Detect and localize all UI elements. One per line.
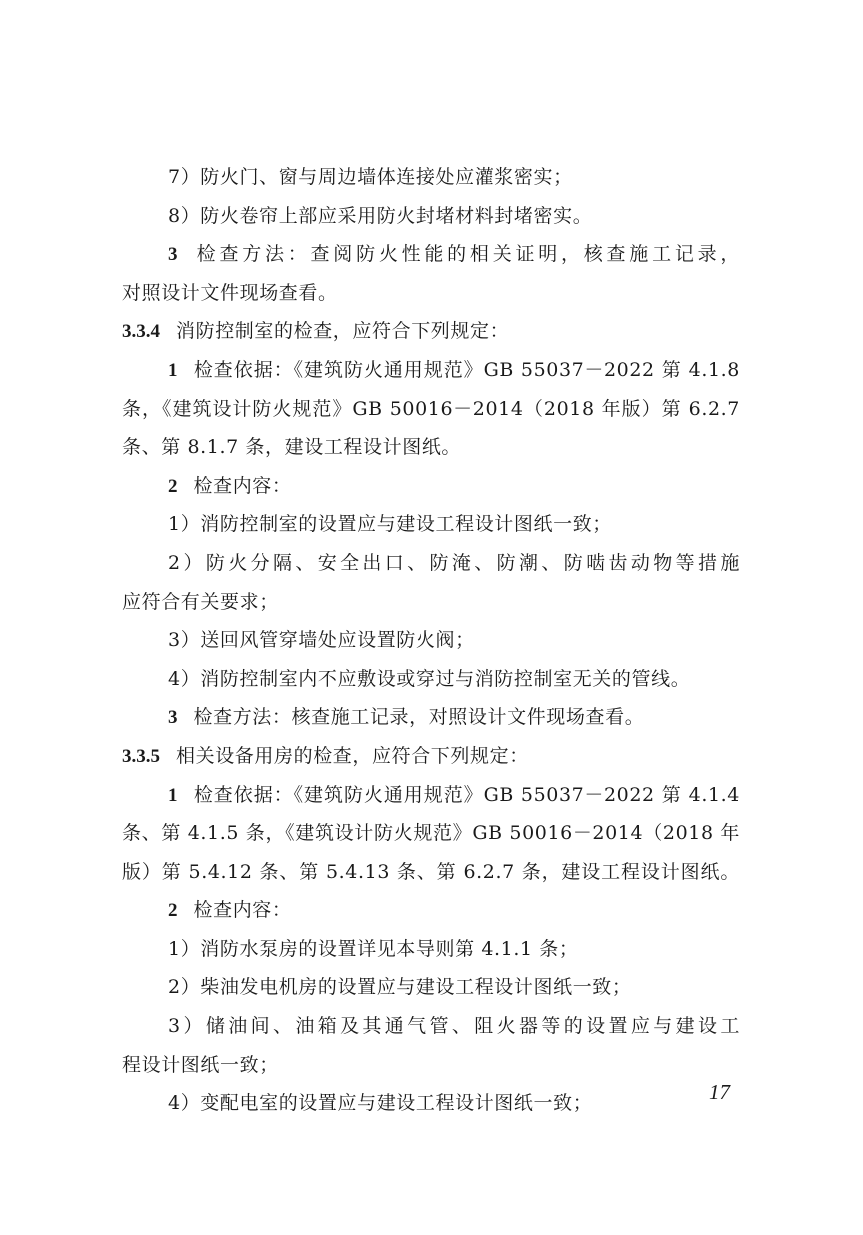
text-line-25: 4）变配电室的设置应与建设工程设计图纸一致； bbox=[168, 1092, 593, 1115]
text-line-10: 1）消防控制室的设置应与建设工程设计图纸一致； bbox=[168, 513, 612, 536]
section-heading-3-3-4: 3.3.4 消防控制室的检查，应符合下列规定： bbox=[122, 320, 510, 343]
text-line-22: 2）柴油发电机房的设置应与建设工程设计图纸一致； bbox=[168, 976, 632, 999]
text-line-12: 应符合有关要求； bbox=[122, 590, 279, 613]
text-line-13: 3）送回风管穿墙处应设置防火阀； bbox=[168, 629, 475, 652]
text-line-23: 3）储油间、油箱及其通气管、阻火器等的设置应与建设工 bbox=[168, 1015, 740, 1038]
text-line-21: 1）消防水泵房的设置详见本导则第 4.1.1 条； bbox=[168, 937, 579, 960]
page-number: 17 bbox=[709, 1080, 730, 1104]
text-line-4: 对照设计文件现场查看。 bbox=[122, 281, 338, 304]
text-line-17: 1 检查依据：《建筑防火通用规范》GB 55037－2022 第 4.1.4 bbox=[168, 783, 740, 806]
text-line-2: 8）防火卷帘上部应采用防火封堵材料封堵密实。 bbox=[168, 204, 593, 227]
text-line-18: 条、第 4.1.5 条，《建筑设计防火规范》GB 50016－2014（2018 年 bbox=[122, 822, 740, 845]
text-line-20: 2 检查内容： bbox=[168, 899, 292, 922]
document-body bbox=[122, 158, 740, 1123]
text-line-11: 2）防火分隔、安全出口、防淹、防潮、防啮齿动物等措施 bbox=[168, 551, 740, 574]
section-heading-3-3-5: 3.3.5 相关设备用房的检查，应符合下列规定： bbox=[122, 744, 529, 767]
text-line-19: 版）第 5.4.12 条、第 5.4.13 条、第 6.2.7 条，建设工程设计图纸。 bbox=[122, 860, 740, 883]
text-line-6: 1 检查依据：《建筑防火通用规范》GB 55037－2022 第 4.1.8 bbox=[168, 358, 740, 381]
text-line-14: 4）消防控制室内不应敷设或穿过与消防控制室无关的管线。 bbox=[168, 667, 691, 690]
text-line-9: 2 检查内容： bbox=[168, 474, 292, 497]
text-line-7: 条，《建筑设计防火规范》GB 50016－2014（2018 年版）第 6.2.7 bbox=[122, 397, 740, 420]
text-line-24: 程设计图纸一致； bbox=[122, 1053, 279, 1076]
text-line-15: 3 检查方法：核查施工记录，对照设计文件现场查看。 bbox=[168, 706, 645, 729]
text-line-8: 条、第 8.1.7 条，建设工程设计图纸。 bbox=[122, 436, 462, 459]
text-line-3: 3 检查方法：查阅防火性能的相关证明，核查施工记录， bbox=[168, 243, 740, 266]
text-line-1: 7）防火门、窗与周边墙体连接处应灌浆密实； bbox=[168, 166, 573, 188]
